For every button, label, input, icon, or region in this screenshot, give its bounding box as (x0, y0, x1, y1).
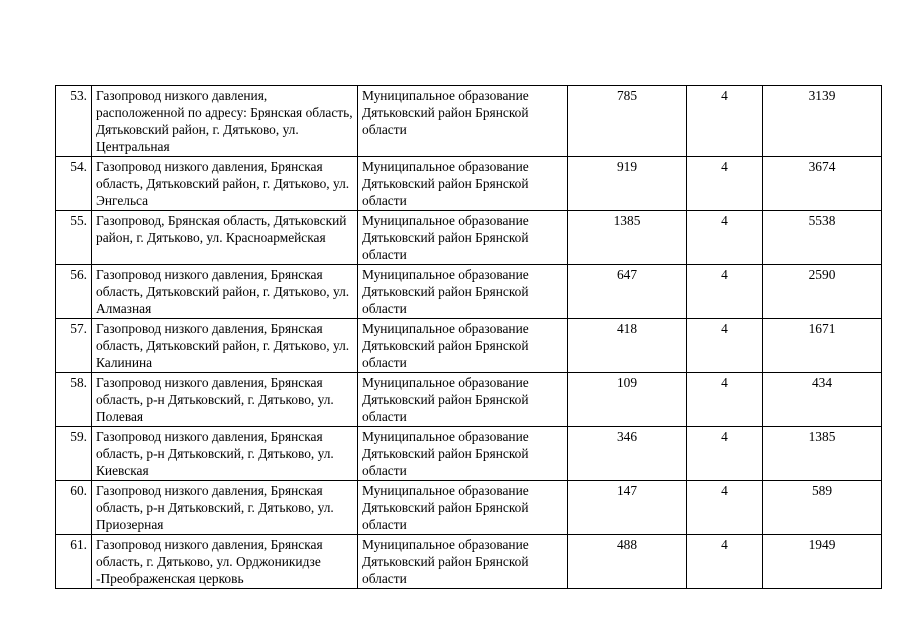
total-value: 3674 (763, 157, 882, 211)
row-number: 53. (56, 86, 92, 157)
table-row (56, 265, 882, 319)
row-number: 56. (56, 265, 92, 319)
length-value: 488 (568, 535, 687, 589)
pipeline-registry-table (55, 85, 882, 589)
rate-value: 4 (687, 481, 763, 535)
row-number: 61. (56, 535, 92, 589)
length-value: 109 (568, 373, 687, 427)
rate-value: 4 (687, 373, 763, 427)
total-value: 1671 (763, 319, 882, 373)
table-row (56, 427, 882, 481)
table-row (56, 373, 882, 427)
rate-value: 4 (687, 319, 763, 373)
total-value: 1949 (763, 535, 882, 589)
object-name: Газопровод низкого давления, Брянская область, г. Дятьково, ул. Орджоникидзе -Преображенская церковь (92, 535, 358, 589)
rate-value: 4 (687, 427, 763, 481)
owner-name: Муниципальное образование Дятьковский район Брянской области (358, 535, 568, 589)
length-value: 147 (568, 481, 687, 535)
owner-name: Муниципальное образование Дятьковский район Брянской области (358, 157, 568, 211)
length-value: 1385 (568, 211, 687, 265)
rate-value: 4 (687, 265, 763, 319)
length-value: 785 (568, 86, 687, 157)
object-name: Газопровод низкого давления, Брянская область, Дятьковский район, г. Дятьково, ул. Алмазная (92, 265, 358, 319)
row-number: 59. (56, 427, 92, 481)
object-name: Газопровод низкого давления, Брянская область, р-н Дятьковский, г. Дятьково, ул. Киевская (92, 427, 358, 481)
table-row (56, 86, 882, 157)
rate-value: 4 (687, 535, 763, 589)
object-name: Газопровод, Брянская область, Дятьковский район, г. Дятьково, ул. Красноармейская (92, 211, 358, 265)
length-value: 919 (568, 157, 687, 211)
rate-value: 4 (687, 86, 763, 157)
owner-name: Муниципальное образование Дятьковский район Брянской области (358, 427, 568, 481)
length-value: 346 (568, 427, 687, 481)
total-value: 589 (763, 481, 882, 535)
owner-name: Муниципальное образование Дятьковский район Брянской области (358, 211, 568, 265)
object-name: Газопровод низкого давления, Брянская область, р-н Дятьковский, г. Дятьково, ул. Полевая (92, 373, 358, 427)
table-body (56, 86, 882, 589)
table-row (56, 157, 882, 211)
table-row (56, 211, 882, 265)
length-value: 418 (568, 319, 687, 373)
row-number: 57. (56, 319, 92, 373)
rate-value: 4 (687, 157, 763, 211)
row-number: 58. (56, 373, 92, 427)
owner-name: Муниципальное образование Дятьковский район Брянской области (358, 265, 568, 319)
object-name: Газопровод низкого давления, Брянская область, Дятьковский район, г. Дятьково, ул. Энгельса (92, 157, 358, 211)
table-row (56, 319, 882, 373)
object-name: Газопровод низкого давления, Брянская область, р-н Дятьковский, г. Дятьково, ул. Приозерная (92, 481, 358, 535)
row-number: 55. (56, 211, 92, 265)
rate-value: 4 (687, 211, 763, 265)
owner-name: Муниципальное образование Дятьковский район Брянской области (358, 481, 568, 535)
length-value: 647 (568, 265, 687, 319)
table-row (56, 535, 882, 589)
total-value: 3139 (763, 86, 882, 157)
row-number: 60. (56, 481, 92, 535)
owner-name: Муниципальное образование Дятьковский район Брянской области (358, 319, 568, 373)
total-value: 434 (763, 373, 882, 427)
owner-name: Муниципальное образование Дятьковский район Брянской области (358, 373, 568, 427)
row-number: 54. (56, 157, 92, 211)
owner-name: Муниципальное образование Дятьковский район Брянской области (358, 86, 568, 157)
total-value: 5538 (763, 211, 882, 265)
object-name: Газопровод низкого давления, Брянская область, Дятьковский район, г. Дятьково, ул. Калинина (92, 319, 358, 373)
total-value: 1385 (763, 427, 882, 481)
total-value: 2590 (763, 265, 882, 319)
object-name: Газопровод низкого давления, расположенной по адресу: Брянская область, Дятьковский район, г. Дятьково, ул. Центральная (92, 86, 358, 157)
table-row (56, 481, 882, 535)
